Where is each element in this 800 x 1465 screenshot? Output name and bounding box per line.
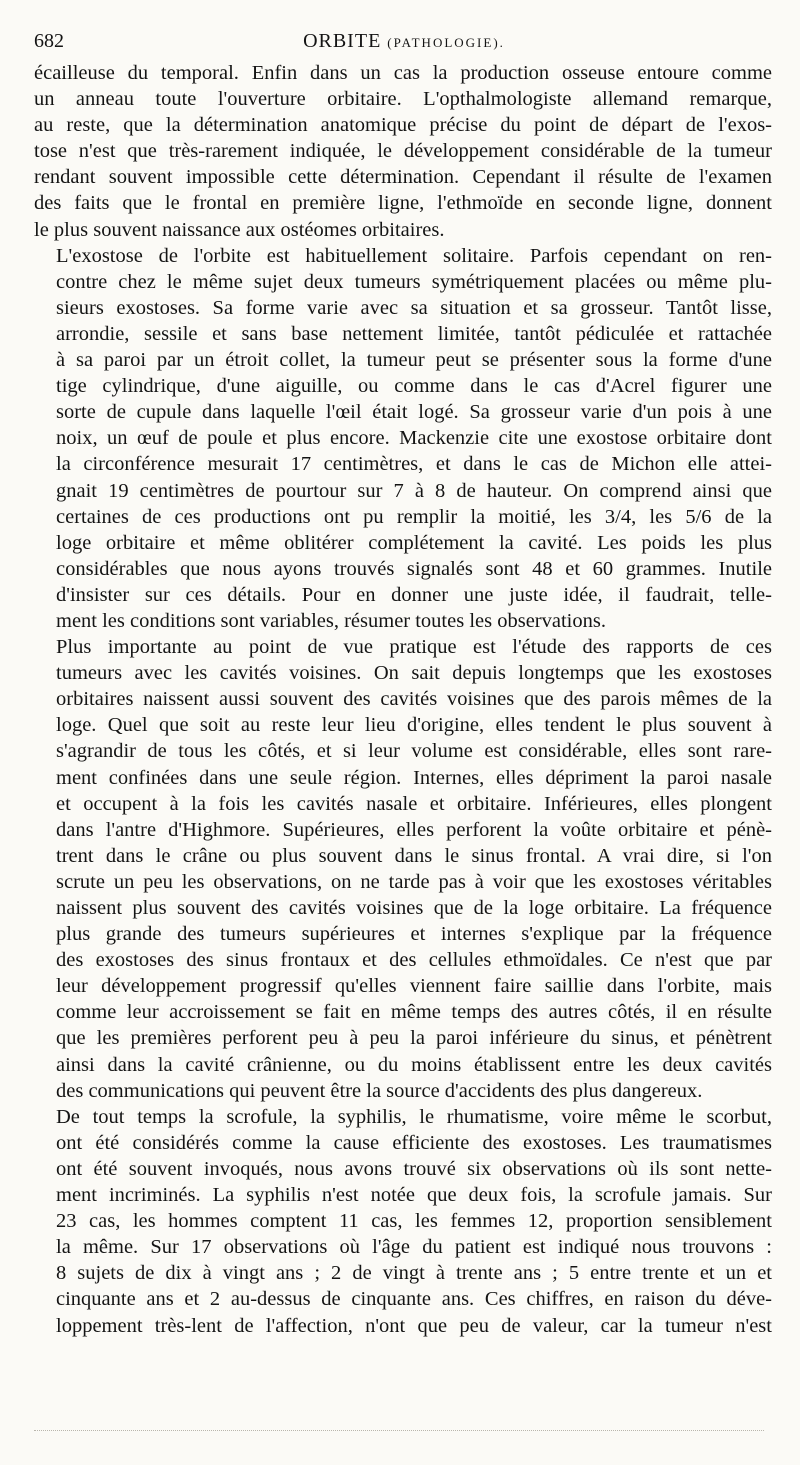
text-line: arrondie, sessile et sans base nettement limitée, tantôt pédiculée et rattachée (56, 322, 772, 345)
text-line: cinquante ans et 2 au-dessus de cinquante ans. Ces chiffres, en raison du déve- (56, 1288, 772, 1311)
running-title-subtitle: (PATHOLOGIE). (387, 35, 505, 50)
text-line: trent dans le crâne ou plus souvent dans le sinus frontal. A vrai dire, si l'on (56, 844, 772, 867)
text-line: tumeurs avec les cavités voisines. On sait depuis longtemps que les exostoses (56, 662, 772, 685)
text-line: écailleuse du temporal. Enfin dans un cas la production osseuse entoure comme (34, 62, 772, 84)
text-line: ment incriminés. La syphilis n'est notée que deux fois, la scrofule jamais. Sur (56, 1184, 772, 1207)
text-line: que les premières perforent peu à peu la paroi inférieure du sinus, et pénètrent (56, 1027, 772, 1050)
paragraph-3 (34, 634, 772, 1104)
text-line: loge orbitaire et même oblitérer complétement la cavité. Les poids les plus (56, 531, 772, 554)
text-line: la même. Sur 17 observations où l'âge du patient est indiqué nous trouvons : (56, 1236, 772, 1259)
text-line: des communications qui peuvent être la source d'accidents des plus dangereux. (56, 1079, 703, 1102)
paragraph-2 (34, 243, 772, 634)
running-header (34, 30, 774, 58)
text-line: orbitaires naissent aussi souvent des cavités voisines que des parois mêmes de la (56, 688, 772, 711)
text-line: un anneau toute l'ouverture orbitaire. L'opthalmologiste allemand remarque, (34, 88, 772, 111)
text-line: sorte de cupule dans laquelle l'œil était logé. Sa grosseur varie d'un pois à une (56, 401, 772, 424)
text-line: plus grande des tumeurs supérieures et internes s'explique par la fréquence (56, 923, 772, 946)
text-line: au reste, que la détermination anatomique précise du point de départ de l'exos- (34, 114, 772, 137)
text-line: certaines de ces productions ont pu remplir la moitié, les 3/4, les 5/6 de la (56, 505, 772, 528)
page-number: 682 (34, 30, 64, 52)
text-line: ont été souvent invoqués, nous avons trouvé six observations où ils sont nette- (56, 1157, 772, 1180)
text-line: gnait 19 centimètres de pourtour sur 7 à 8 de hauteur. On comprend ainsi que (56, 479, 772, 502)
body-text (34, 60, 772, 1339)
text-line: ont été considérés comme la cause efficiente des exostoses. Les traumatismes (56, 1131, 772, 1154)
text-line: L'exostose de l'orbite est habituellement solitaire. Parfois cependant on ren- (56, 244, 772, 267)
text-line: contre chez le même sujet deux tumeurs symétriquement placées ou même plu- (56, 270, 772, 293)
text-line: tige cylindrique, d'une aiguille, ou comme dans le cas d'Acrel figurer une (56, 375, 772, 398)
text-line: et occupent à la fois les cavités nasale et orbitaire. Inférieures, elles plongent (56, 792, 772, 815)
text-line: considérables que nous ayons trouvés signalés sont 48 et 60 grammes. Inutile (56, 557, 772, 580)
text-line: naissent plus souvent des cavités voisines que de la loge orbitaire. La fréquence (56, 897, 772, 919)
text-line: loppement très-lent de l'affection, n'ont que peu de valeur, car la tumeur n'est (56, 1314, 772, 1337)
paragraph-1 (34, 60, 772, 243)
text-line: De tout temps la scrofule, la syphilis, le rhumatisme, voire même le scorbut, (56, 1105, 772, 1128)
text-line: s'agrandir de tous les côtés, et si leur volume est considérable, elles sont rare- (56, 740, 772, 763)
text-line: sieurs exostoses. Sa forme varie avec sa situation et sa grosseur. Tantôt lisse, (56, 296, 772, 319)
text-line: dans l'antre d'Highmore. Supérieures, elles perforent la voûte orbitaire et pénè- (56, 818, 772, 841)
text-line: ment les conditions sont variables, résumer toutes les observations. (56, 609, 606, 632)
text-line: scrute un peu les observations, on ne tarde pas à voir que les exostoses véritables (56, 870, 772, 893)
text-line: d'insister sur ces détails. Pour en donner une juste idée, il faudrait, telle- (56, 583, 772, 606)
text-line: rendant souvent impossible cette détermination. Cependant il résulte de l'examen (34, 166, 772, 189)
bottom-rule (34, 1430, 764, 1431)
running-title-main: ORBITE (303, 30, 382, 52)
text-line: noix, un œuf de poule et plus encore. Mackenzie cite une exostose orbitaire dont (56, 427, 772, 450)
text-line: ment confinées dans une seule région. Internes, elles dépriment la paroi nasale (56, 766, 772, 789)
text-line: des exostoses des sinus frontaux et des cellules ethmoïdales. Ce n'est que par (56, 949, 772, 972)
text-line: à sa paroi par un étroit collet, la tumeur peut se présenter sous la forme d'une (56, 349, 772, 372)
text-line: comme leur accroissement se fait en même temps des autres côtés, il en résulte (56, 1001, 772, 1024)
text-line: des faits que le frontal en première ligne, l'ethmoïde en seconde ligne, donnent (34, 192, 772, 215)
text-line: le plus souvent naissance aux ostéomes orbitaires. (34, 218, 445, 241)
running-title (34, 30, 774, 53)
text-line: leur développement progressif qu'elles viennent faire saillie dans l'orbite, mais (56, 975, 772, 998)
text-line: loge. Quel que soit au reste leur lieu d'origine, elles tendent le plus souvent à (56, 714, 772, 737)
text-line: 8 sujets de dix à vingt ans ; 2 de vingt à trente ans ; 5 entre trente et un et (56, 1262, 772, 1285)
paragraph-4 (34, 1104, 772, 1339)
text-line: Plus importante au point de vue pratique est l'étude des rapports de ces (56, 636, 772, 659)
text-line: tose n'est que très-rarement indiquée, le développement considérable de la tumeur (34, 140, 772, 163)
text-line: ainsi dans la cavité crânienne, ou du moins établissent entre les deux cavités (56, 1053, 772, 1076)
text-line: la circonférence mesurait 17 centimètres, et dans le cas de Michon elle attei- (56, 453, 772, 476)
text-line: 23 cas, les hommes comptent 11 cas, les femmes 12, proportion sensiblement (56, 1210, 772, 1233)
